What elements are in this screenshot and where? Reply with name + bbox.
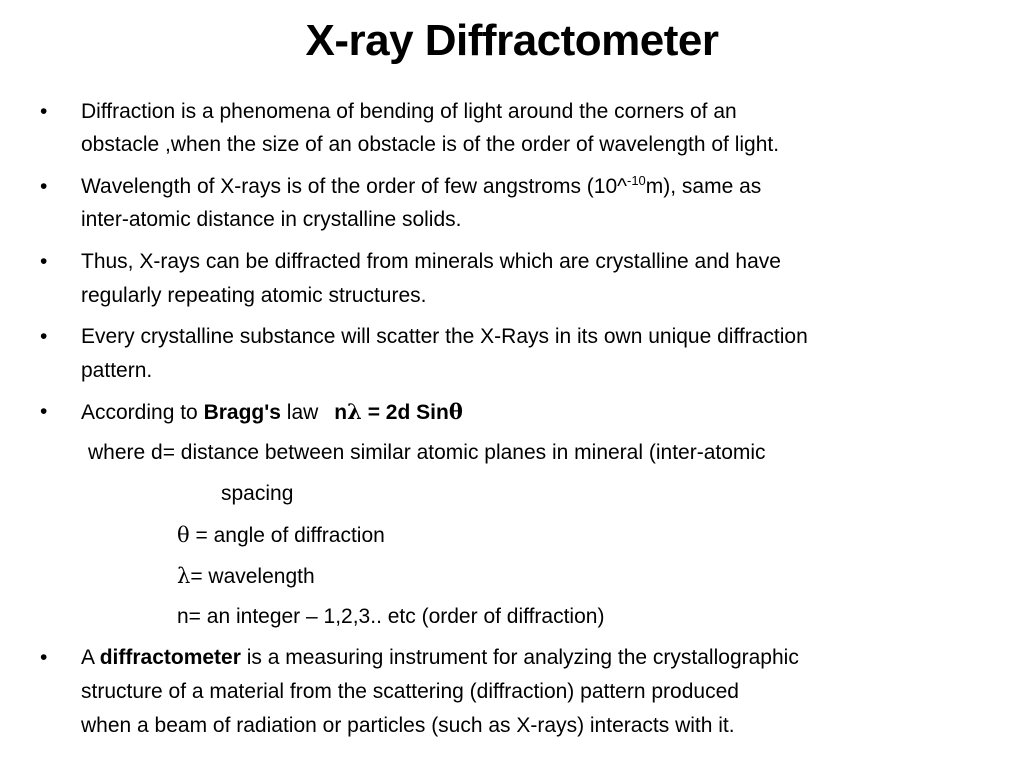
- formula-n: n: [334, 401, 348, 424]
- bullet-6-line-3: when a beam of radiation or particles (such as X-rays) interacts with it.: [81, 714, 735, 737]
- bullet-marker: •: [40, 175, 48, 198]
- bullet-marker: •: [40, 250, 48, 273]
- bullet-5-prefix: According to: [81, 401, 204, 424]
- bullet-1-line-1: Diffraction is a phenomena of bending of light around the corners of an: [81, 100, 737, 123]
- bullet-2-line-2: inter-atomic distance in crystalline solids.: [81, 208, 462, 231]
- lambda-def-text: = wavelength: [190, 565, 315, 588]
- bullet-5-line-1: [81, 395, 463, 430]
- bullet-2-text-b: m), same as: [645, 175, 762, 198]
- where-line-2: spacing: [221, 482, 294, 505]
- diffractometer-term: diffractometer: [99, 646, 241, 669]
- formula-mid: = 2d Sin: [361, 401, 449, 424]
- bullet-4-line-1: Every crystalline substance will scatter the X-Rays in its own unique diffraction: [81, 325, 808, 348]
- lambda-symbol: λ: [347, 399, 362, 424]
- bullet-6-line-2: structure of a material from the scattering (diffraction) pattern produced: [81, 680, 739, 703]
- bullet-marker: •: [40, 325, 48, 348]
- lambda-symbol: λ: [177, 564, 191, 588]
- slide-title: X-ray Diffractometer: [305, 16, 719, 65]
- bullet-1-line-2: obstacle ,when the size of an obstacle is of the order of wavelength of light.: [81, 133, 780, 156]
- bullet-5-middle: law: [280, 401, 319, 424]
- bullet-6-rest: is a measuring instrument for analyzing the crystallographic: [240, 646, 799, 669]
- theta-symbol: θ: [448, 399, 463, 424]
- braggs-term: Bragg's: [203, 401, 281, 424]
- lambda-definition: [177, 559, 315, 594]
- bullet-marker: •: [40, 400, 48, 423]
- bullet-3-line-1: Thus, X-rays can be diffracted from minerals which are crystalline and have: [81, 250, 781, 273]
- theta-def-text: = angle of diffraction: [189, 524, 385, 547]
- theta-symbol: θ: [177, 523, 190, 547]
- bullet-4-line-2: pattern.: [81, 359, 153, 382]
- bullet-6-line-1: [81, 641, 799, 675]
- theta-definition: [177, 518, 385, 553]
- where-line-1: where d= distance between similar atomic planes in mineral (inter-atomic: [88, 441, 766, 464]
- bullet-6-prefix: A: [81, 646, 100, 669]
- n-definition: n= an integer – 1,2,3.. etc (order of diffraction): [177, 605, 605, 628]
- bullet-2-text-a: Wavelength of X-rays is of the order of few angstroms (10^: [81, 175, 627, 198]
- bullet-2-line-1: [81, 170, 761, 204]
- braggs-formula: [334, 401, 463, 424]
- bullet-2-exponent: -10: [626, 173, 646, 188]
- bullet-marker: •: [40, 100, 48, 123]
- bullet-marker: •: [40, 646, 48, 669]
- bullet-3-line-2: regularly repeating atomic structures.: [81, 284, 427, 307]
